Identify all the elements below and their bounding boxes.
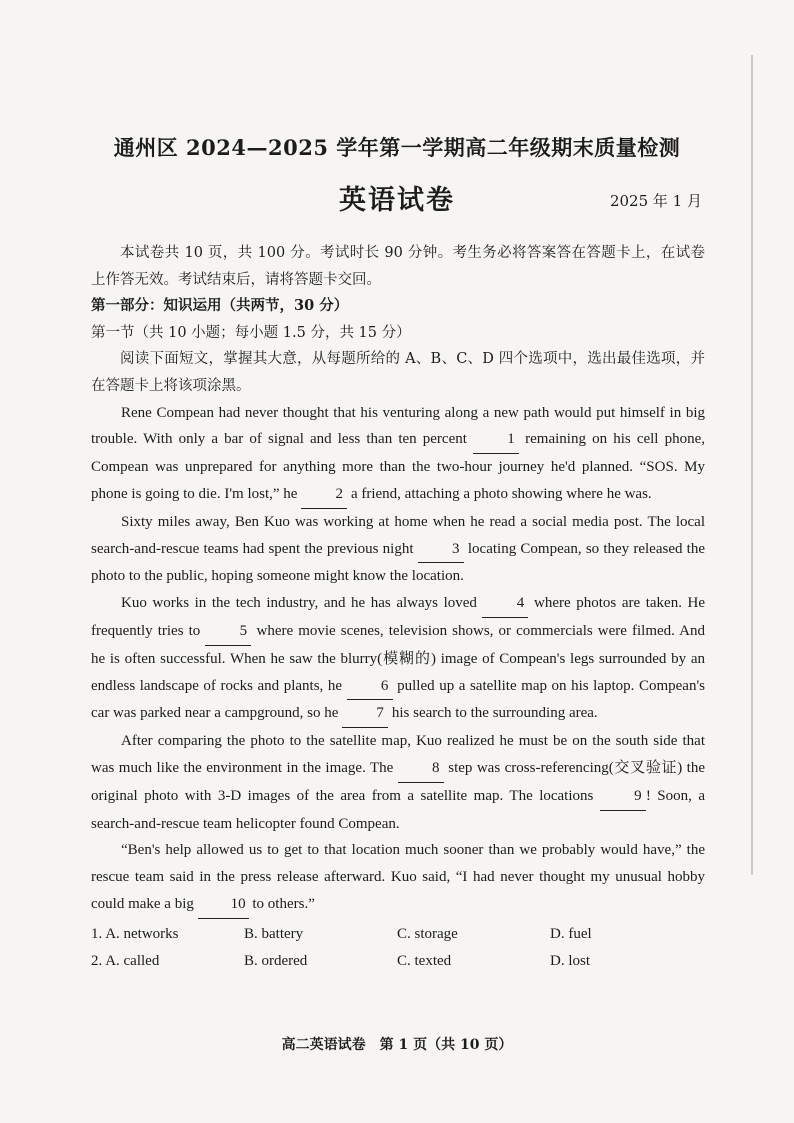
passage-text: where photos are taken. He frequently tries to (91, 595, 706, 639)
blank-5: 5 (205, 618, 251, 646)
passage-text: pulled up a satellite map on his laptop. Compean's car was parked near a campground, so he (91, 677, 705, 722)
exam-instructions: 本试卷共 10 页，共 100 分。考试时长 90 分钟。考生务必将答案答在答题卡上，在试卷上作答无效。考试结束后，请将答题卡交回。 (91, 245, 705, 288)
passage-text: where movie scenes, television shows, or commercials were filmed. And he is often successful. When he saw the blurry(模糊的) image of Compean's legs surrounded by an endless landscape of rocks and plants, he (91, 622, 706, 694)
passage-text: ! Soon, a search-and-rescue team helicopter found Compean. (91, 787, 705, 832)
passage-text: Rene Compean had never thought that his venturing along a new path would put himself in big trouble. With only a bar of signal and less than ten percent (91, 404, 705, 448)
blank-6: 6 (347, 673, 393, 701)
blank-3: 3 (418, 536, 464, 564)
page-footer: 高二英语试卷 第 1 页（共 10 页） (281, 1037, 513, 1053)
part-heading: 第一部分：知识运用（共两节，30 分） (91, 297, 349, 315)
option-a: 1. A. networks (91, 925, 179, 942)
option-c: C. texted (397, 952, 452, 969)
option-b: B. battery (244, 925, 304, 942)
answer-options (91, 921, 705, 975)
option-a: 2. A. called (91, 952, 160, 969)
cloze-passage (91, 400, 705, 919)
blank-2: 2 (301, 481, 347, 509)
option-d: D. lost (550, 952, 591, 969)
passage-text: Kuo works in the tech industry, and he has always loved (121, 595, 477, 612)
question-row (91, 948, 705, 975)
passage-text: locating Compean, so they released the photo to the public, hoping someone might know the location. (91, 540, 705, 585)
section-heading: 第一节（共 10 小题；每小题 1.5 分，共 15 分） (91, 324, 411, 341)
option-d: D. fuel (550, 925, 592, 942)
passage-text: Sixty miles away, Ben Kuo was working at home when he read a social media post. The local search-and-rescue teams had spent the previous night (91, 513, 705, 557)
paragraph-1 (91, 400, 705, 509)
passage-text: a friend, attaching a photo showing where he was. (350, 485, 652, 502)
paragraph-2 (91, 509, 705, 590)
question-row (91, 921, 705, 948)
blank-4: 4 (482, 590, 528, 618)
blank-1: 1 (473, 426, 519, 454)
paragraph-4 (91, 728, 705, 837)
blank-8: 8 (398, 755, 444, 783)
passage-text: to others.” (252, 895, 315, 912)
blank-9: 9 (600, 783, 646, 811)
passage-text: After comparing the photo to the satellite map, Kuo realized he must be on the south side that was much like the environment in the image. The (91, 733, 705, 776)
passage-text: his search to the surrounding area. (391, 705, 598, 722)
subject-title: 英语试卷 (339, 185, 455, 216)
passage-text: step was cross-referencing(交叉验证) the original photo with 3-D images of the area from a satellite map. The locations (91, 759, 705, 804)
paragraph-5 (91, 837, 705, 918)
passage-text: remaining on his cell phone, Compean was unprepared for anything more than the two-hour journey he'd planned. “SOS. My phone is going to die. I'm lost,” he (91, 431, 706, 502)
exam-date: 2025 年 1 月 (609, 192, 702, 210)
paragraph-3 (91, 590, 705, 728)
blank-7: 7 (342, 700, 388, 728)
option-b: B. ordered (244, 952, 308, 969)
exam-content (91, 240, 705, 975)
passage-text: “Ben's help allowed us to get to that location much sooner than we probably would have,” the rescue team said in the press release afterward. Kuo said, “I had never thought my unusual hobby could make a big (91, 842, 705, 912)
section-directions: 阅读下面短文，掌握其大意，从每题所给的 A、B、C、D 四个选项中，选出最佳选项，并在答题卡上将该项涂黑。 (91, 351, 705, 394)
exam-title: 通州区 2024—2025 学年第一学期高二年级期末质量检测 (113, 135, 681, 160)
option-c: C. storage (397, 925, 458, 942)
blank-10: 10 (198, 891, 249, 919)
